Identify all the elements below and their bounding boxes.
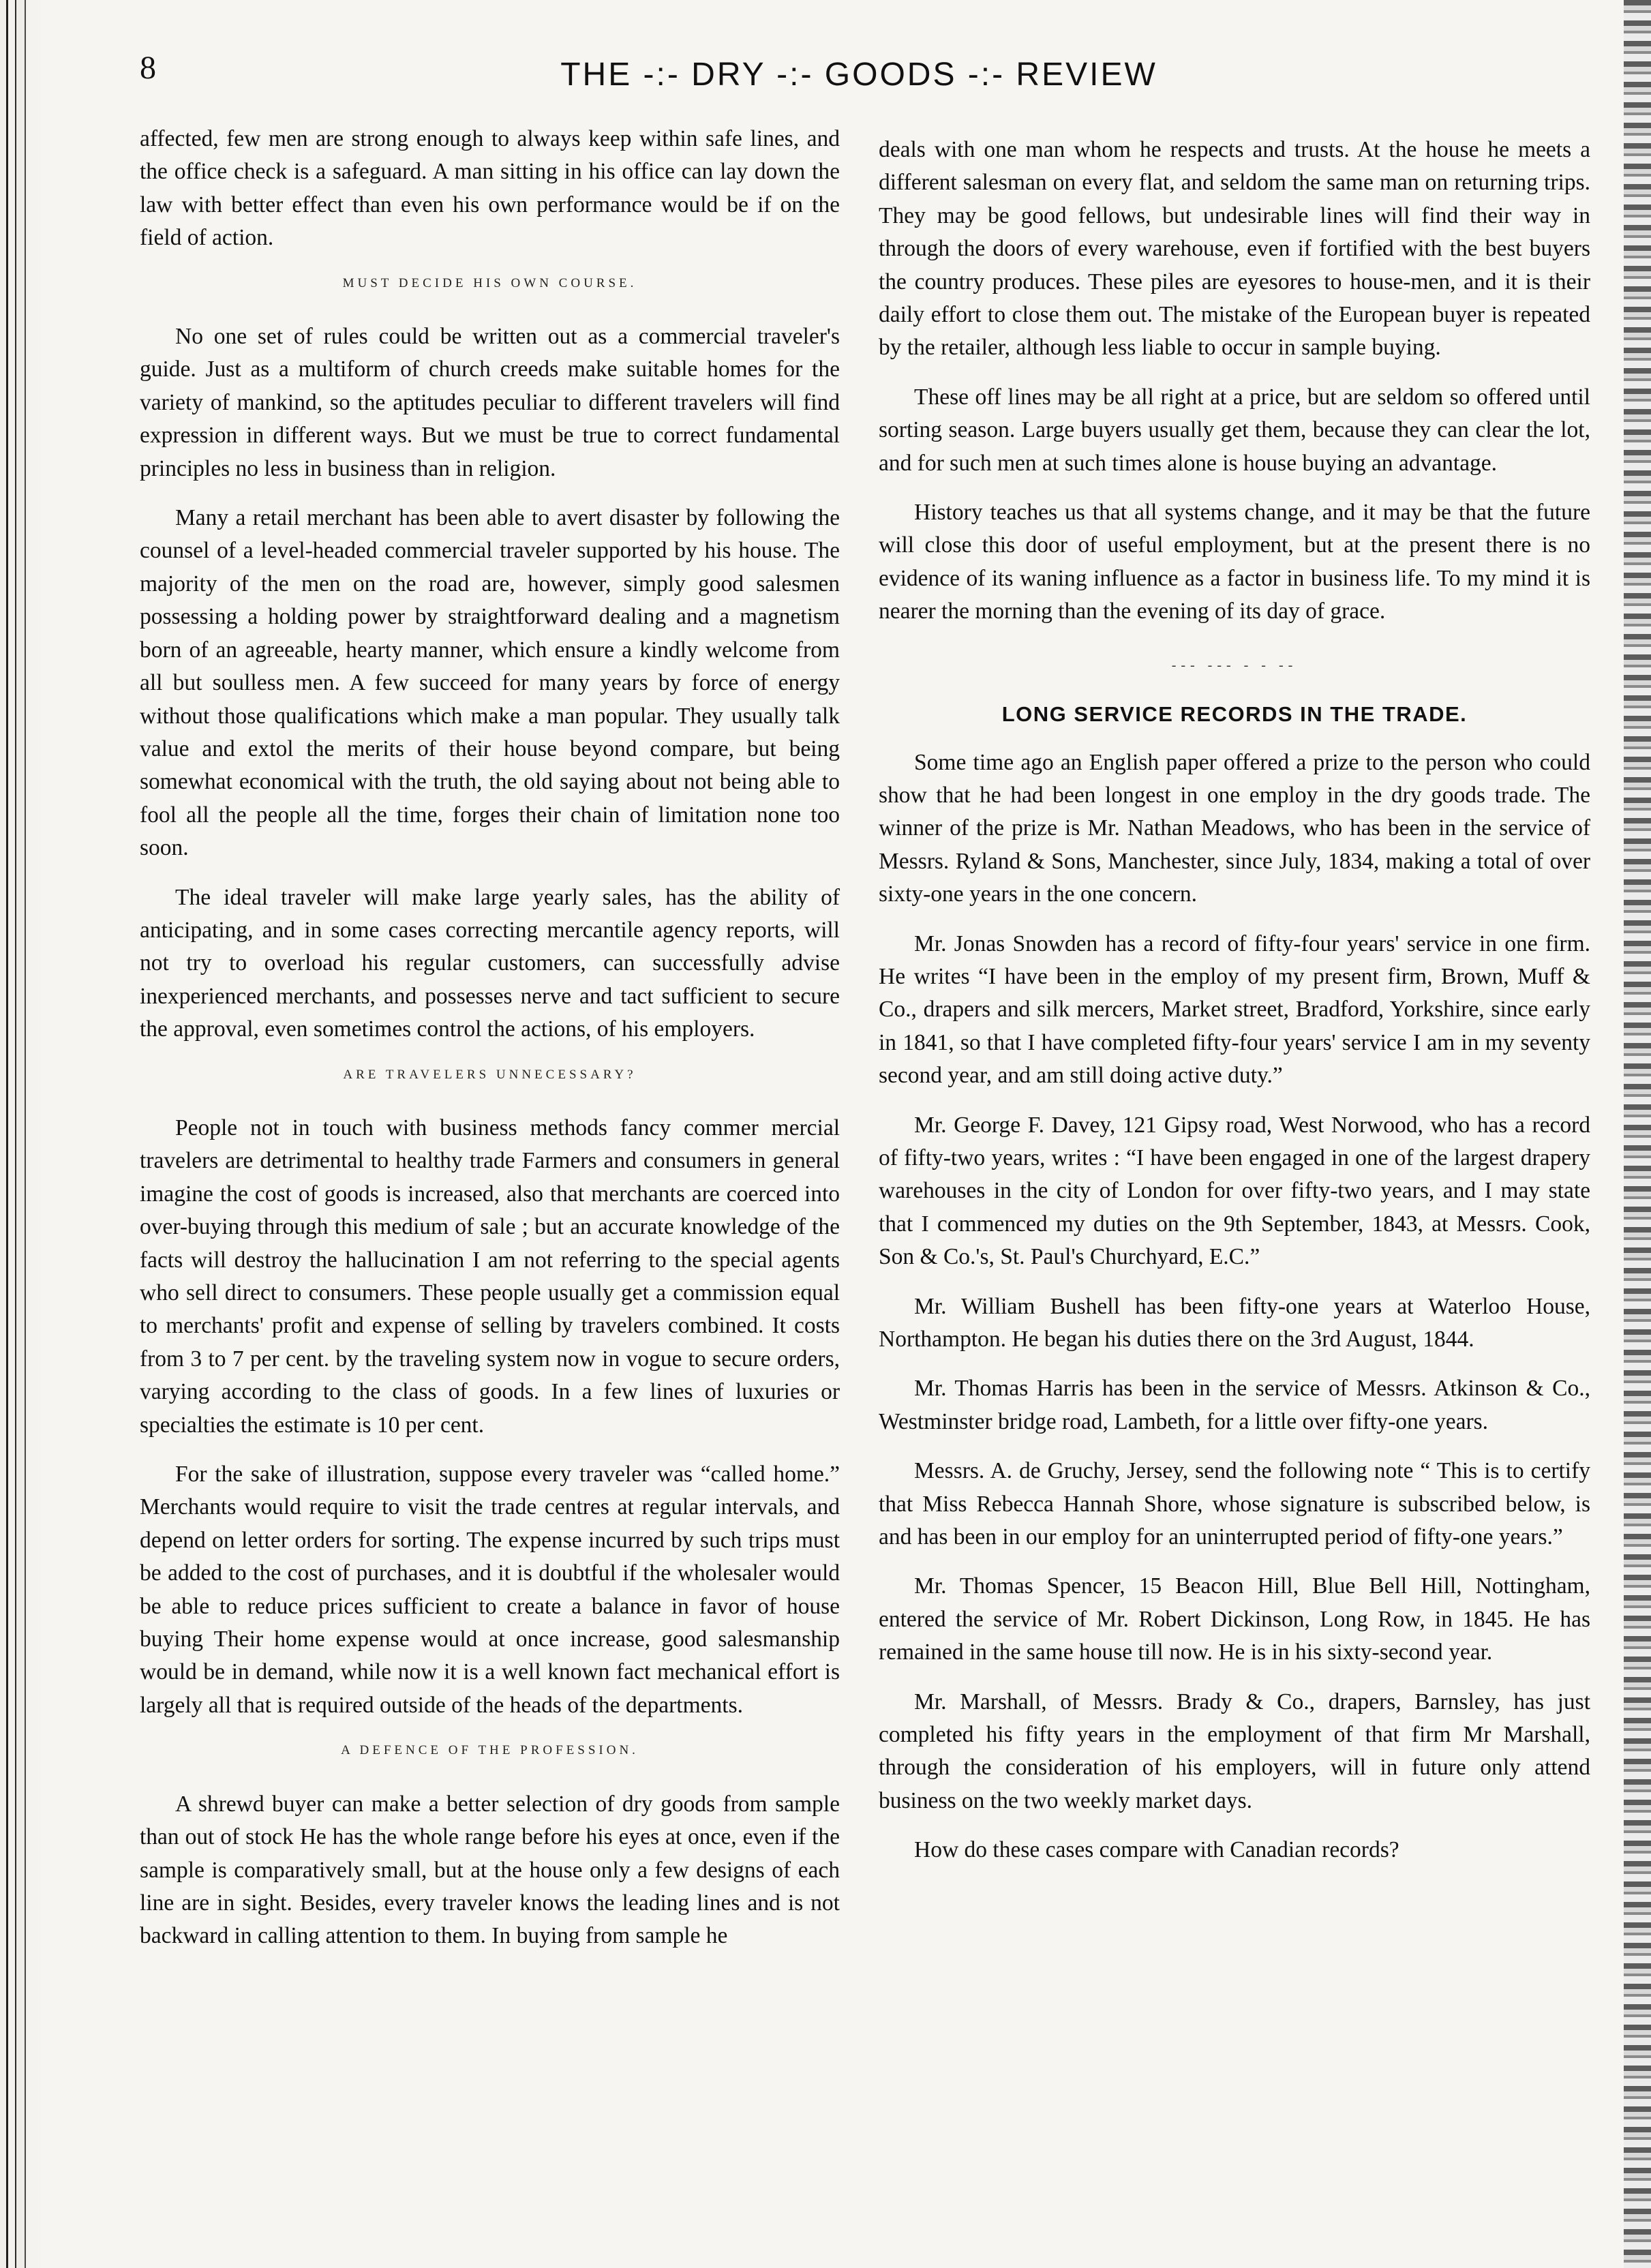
paragraph: affected, few men are strong enough to always keep within safe lines, and the office check is a safeguard. A man sitting in his office can lay down the law with better effect than even his own performance would be if on the field of action. (140, 126, 840, 251)
left-column (140, 123, 840, 1953)
paragraph: These off lines may be all right at a price, but are seldom so offered until sorting season. Large buyers usually get them, because they can clear the lot, and for such men at such times alone is house buying an advantage. (879, 384, 1590, 476)
page-edge-shadow (1624, 0, 1651, 2268)
section-heading: ARE TRAVELERS UNNECESSARY? (343, 1067, 637, 1082)
paragraph: Messrs. A. de Gruchy, Jersey, send the following note “ This is to certify that Miss Rebecca Hannah Shore, whose signature is subscribed below, is and has been in our employ for an uninterrupted period of fifty-one years.” (879, 1458, 1590, 1550)
article-separator: --- --- - - -- (1171, 657, 1298, 673)
article-title: LONG SERVICE RECORDS IN THE TRADE. (1001, 702, 1468, 727)
paragraph: History teaches us that all systems change, and it may be that the future will close this door of useful employment, but at the present there is no evidence of its waning influence as a factor in business life. To my mind it is nearer the morning than the evening of its day of grace. (879, 500, 1590, 624)
paragraph: How do these cases compare with Canadian records? (914, 1837, 1399, 1863)
right-column (879, 134, 1590, 1867)
paragraph: Mr. Marshall, of Messrs. Brady & Co., drapers, Barnsley, has just completed his fifty years in the employment of that firm Mr Marshall, through the consideration of his employers, will in future only attend business on the two weekly market days. (879, 1689, 1590, 1813)
masthead-title: THE -:- DRY -:- GOODS -:- REVIEW (560, 57, 1157, 93)
paragraph: Some time ago an English paper offered a prize to the person who could show that he had been longest in one employ in the dry goods trade. The winner of the prize is Mr. Nathan Meadows, who has been in the service of Messrs. Ryland & Sons, Manchester, since July, 1834, making a total of over sixty-one years in the one concern. (879, 749, 1590, 907)
paragraph: Mr. Jonas Snowden has a record of fifty-four years' service in one firm. He writes “I have been in the employ of my present firm, Brown, Muff & Co., drapers and silk mercers, Market street, Bradford, Yorkshire, since early in 1841, so that I have completed fifty-four years' service I am in my seventy second year, and am still doing active duty.” (879, 931, 1590, 1089)
paragraph: Mr. Thomas Spencer, 15 Beacon Hill, Blue Bell Hill, Nottingham, entered the service of Mr. Robert Dickinson, Long Row, in 1845. He has remained in the same house till now. He is in his sixty-second year. (879, 1573, 1590, 1665)
paragraph: deals with one man whom he respects and trusts. At the house he meets a different salesman on every flat, and seldom the same man on returning trips. They may be good fellows, but undesirable lines will find their way in through the doors of every warehouse, even if fortified with the best buyers the country produces. These piles are eyesores to house-men, and it is their daily effort to close them out. The mistake of the European buyer is repeated by the retailer, although less liable to occur in sample buying. (879, 137, 1590, 361)
paragraph: People not in touch with business methods fancy commer mercial travelers are detrimental to healthy trade Farmers and consumers in general imagine the cost of goods is increased, also that merchants are coerced into over-buying through this medium of sale ; but an accurate knowledge of the facts will destroy the hallucination I am not referring to the special agents who sell direct to consumers. These people usually get a commission equal to merchants' profit and expense of selling by travelers combined. It costs from 3 to 7 per cent. by the traveling system now in vogue to secure orders, varying according to the class of goods. In a few lines of luxuries or specialties the estimate is 10 per cent. (140, 1115, 840, 1438)
paragraph: No one set of rules could be written out as a commercial traveler's guide. Just as a multiform of church creeds make suitable homes for the variety of mankind, so the aptitudes peculiar to different travelers will find expression in different ways. But we must be true to correct fundamental principles no less in business than in religion. (140, 324, 840, 481)
paragraph: For the sake of illustration, suppose every traveler was “called home.” Merchants would require to visit the trade centres at regular intervals, and depend on letter orders for sorting. The expense incurred by such trips must be added to the cost of purchases, and it is doubtful if the wholesaler would be able to reduce prices sufficient to create a balance in favor of house buying Their home expense would at once increase, good salesmanship would be in demand, while now it is a well known fact mechanical effort is largely all that is required outside of the heads of the departments. (140, 1462, 840, 1718)
section-heading: A DEFENCE OF THE PROFESSION. (341, 1743, 639, 1758)
book-binding-edge (0, 0, 41, 2268)
paragraph: Mr. George F. Davey, 121 Gipsy road, West Norwood, who has a record of fifty-two years, writes : “I have been engaged in one of the largest drapery warehouses in the city of London for over fifty-two years, and I may state that I commenced my duties on the 9th September, 1843, at Messrs. Cook, Son & Co.'s, St. Paul's Churchyard, E.C.” (879, 1112, 1590, 1270)
page-number: 8 (140, 50, 156, 86)
paragraph: Many a retail merchant has been able to avert disaster by following the counsel of a level-headed commercial traveler supported by his house. The majority of the men on the road are, however, simply good salesmen possessing a holding power by straightforward dealing and a magnetism born of an agreeable, hearty manner, which ensure a kindly welcome from all but soulless men. A few succeed for many years by force of energy without those qualifications which make a man popular. They usually talk value and extol the merits of their house beyond compare, but being somewhat economical with the truth, the old saying about not being able to fool all the people all the time, forges their chain of limitation none too soon. (140, 505, 840, 861)
section-heading: MUST DECIDE HIS OWN COURSE. (342, 275, 637, 290)
paragraph: Mr. William Bushell has been fifty-one years at Waterloo House, Northampton. He began his duties there on the 3rd August, 1844. (879, 1293, 1590, 1352)
paragraph: A shrewd buyer can make a better selection of dry goods from sample than out of stock He has the whole range before his eyes at once, even if the sample is comparatively small, but at the house only a few designs of each line are in sight. Besides, every traveler knows the leading lines and is not backward in calling attention to them. In buying from sample he (140, 1791, 840, 1949)
paragraph: Mr. Thomas Harris has been in the service of Messrs. Atkinson & Co., Westminster bridge road, Lambeth, for a little over fifty-one years. (879, 1376, 1590, 1434)
paragraph: The ideal traveler will make large yearly sales, has the ability of anticipating, and in some cases correcting mercantile agency reports, will not try to overload his regular customers, can successfully advise inexperienced merchants, and possesses nerve and tact sufficient to secure the approval, even sometimes control the actions, of his employers. (140, 884, 840, 1042)
